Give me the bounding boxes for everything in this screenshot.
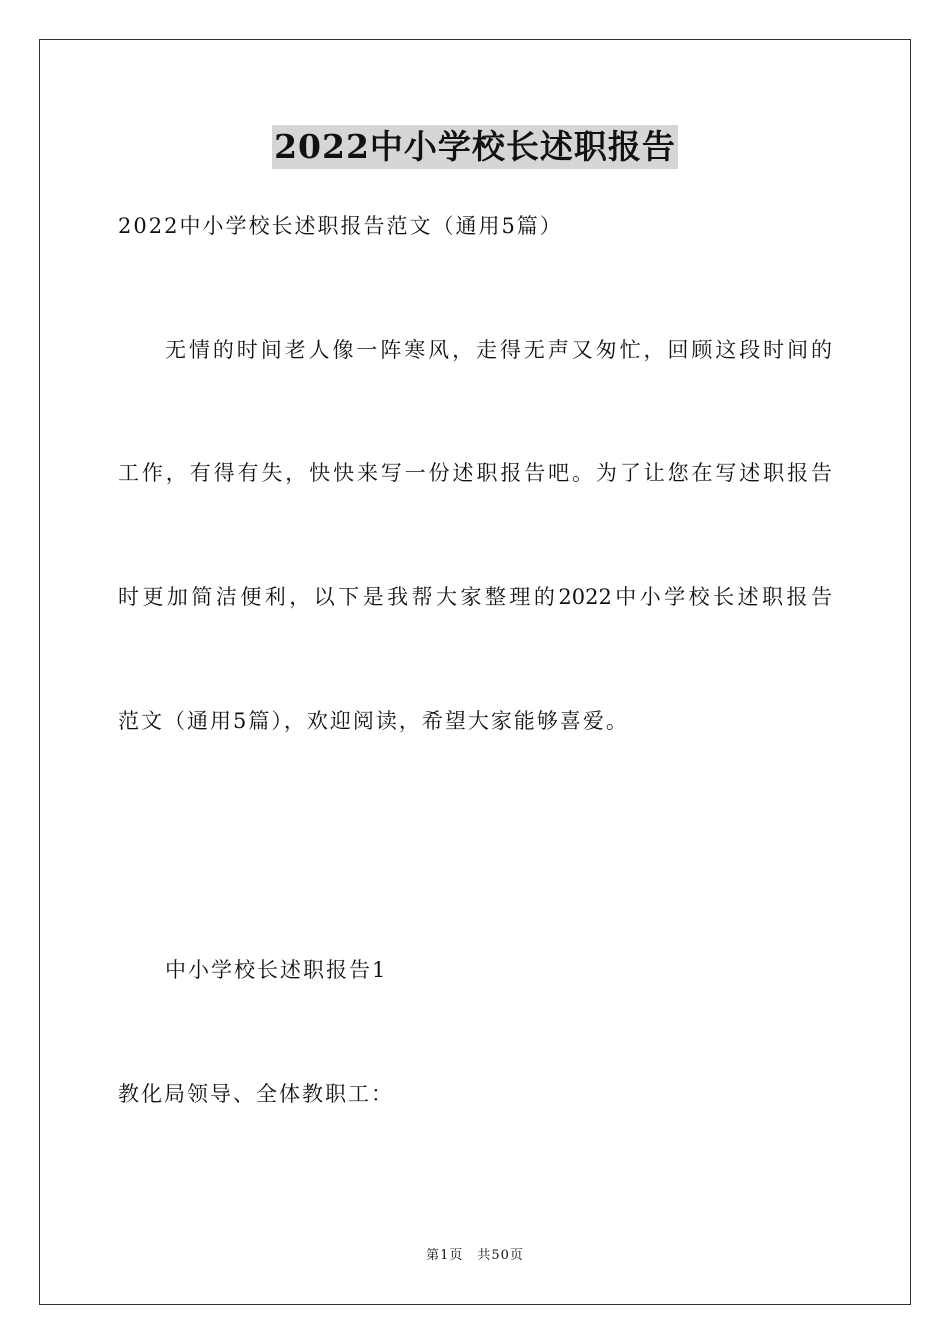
page-number: 第1页 [426, 1248, 464, 1263]
intro-line-1: 无情的时间老人像一阵寒风，走得无声又匆忙，回顾这段时间的 [165, 338, 832, 362]
intro-line-4: 范文（通用5篇），欢迎阅读，希望大家能够喜爱。 [118, 709, 629, 733]
page-footer [0, 1247, 950, 1265]
intro-line-2: 工作，有得有失，快快来写一份述职报告吧。为了让您在写述职报告 [118, 461, 832, 485]
intro-line-3: 时更加简洁便利，以下是我帮大家整理的2022中小学校长述职报告 [118, 585, 832, 609]
salutation: 教化局领导、全体教职工： [118, 1082, 394, 1106]
document-subtitle: 2022中小学校长述职报告范文（通用5篇） [118, 214, 563, 238]
title-container [0, 125, 950, 169]
document-title: 2022中小学校长述职报告 [272, 125, 678, 169]
section-heading: 中小学校长述职报告1 [165, 958, 388, 982]
page-total: 共50页 [477, 1248, 524, 1263]
